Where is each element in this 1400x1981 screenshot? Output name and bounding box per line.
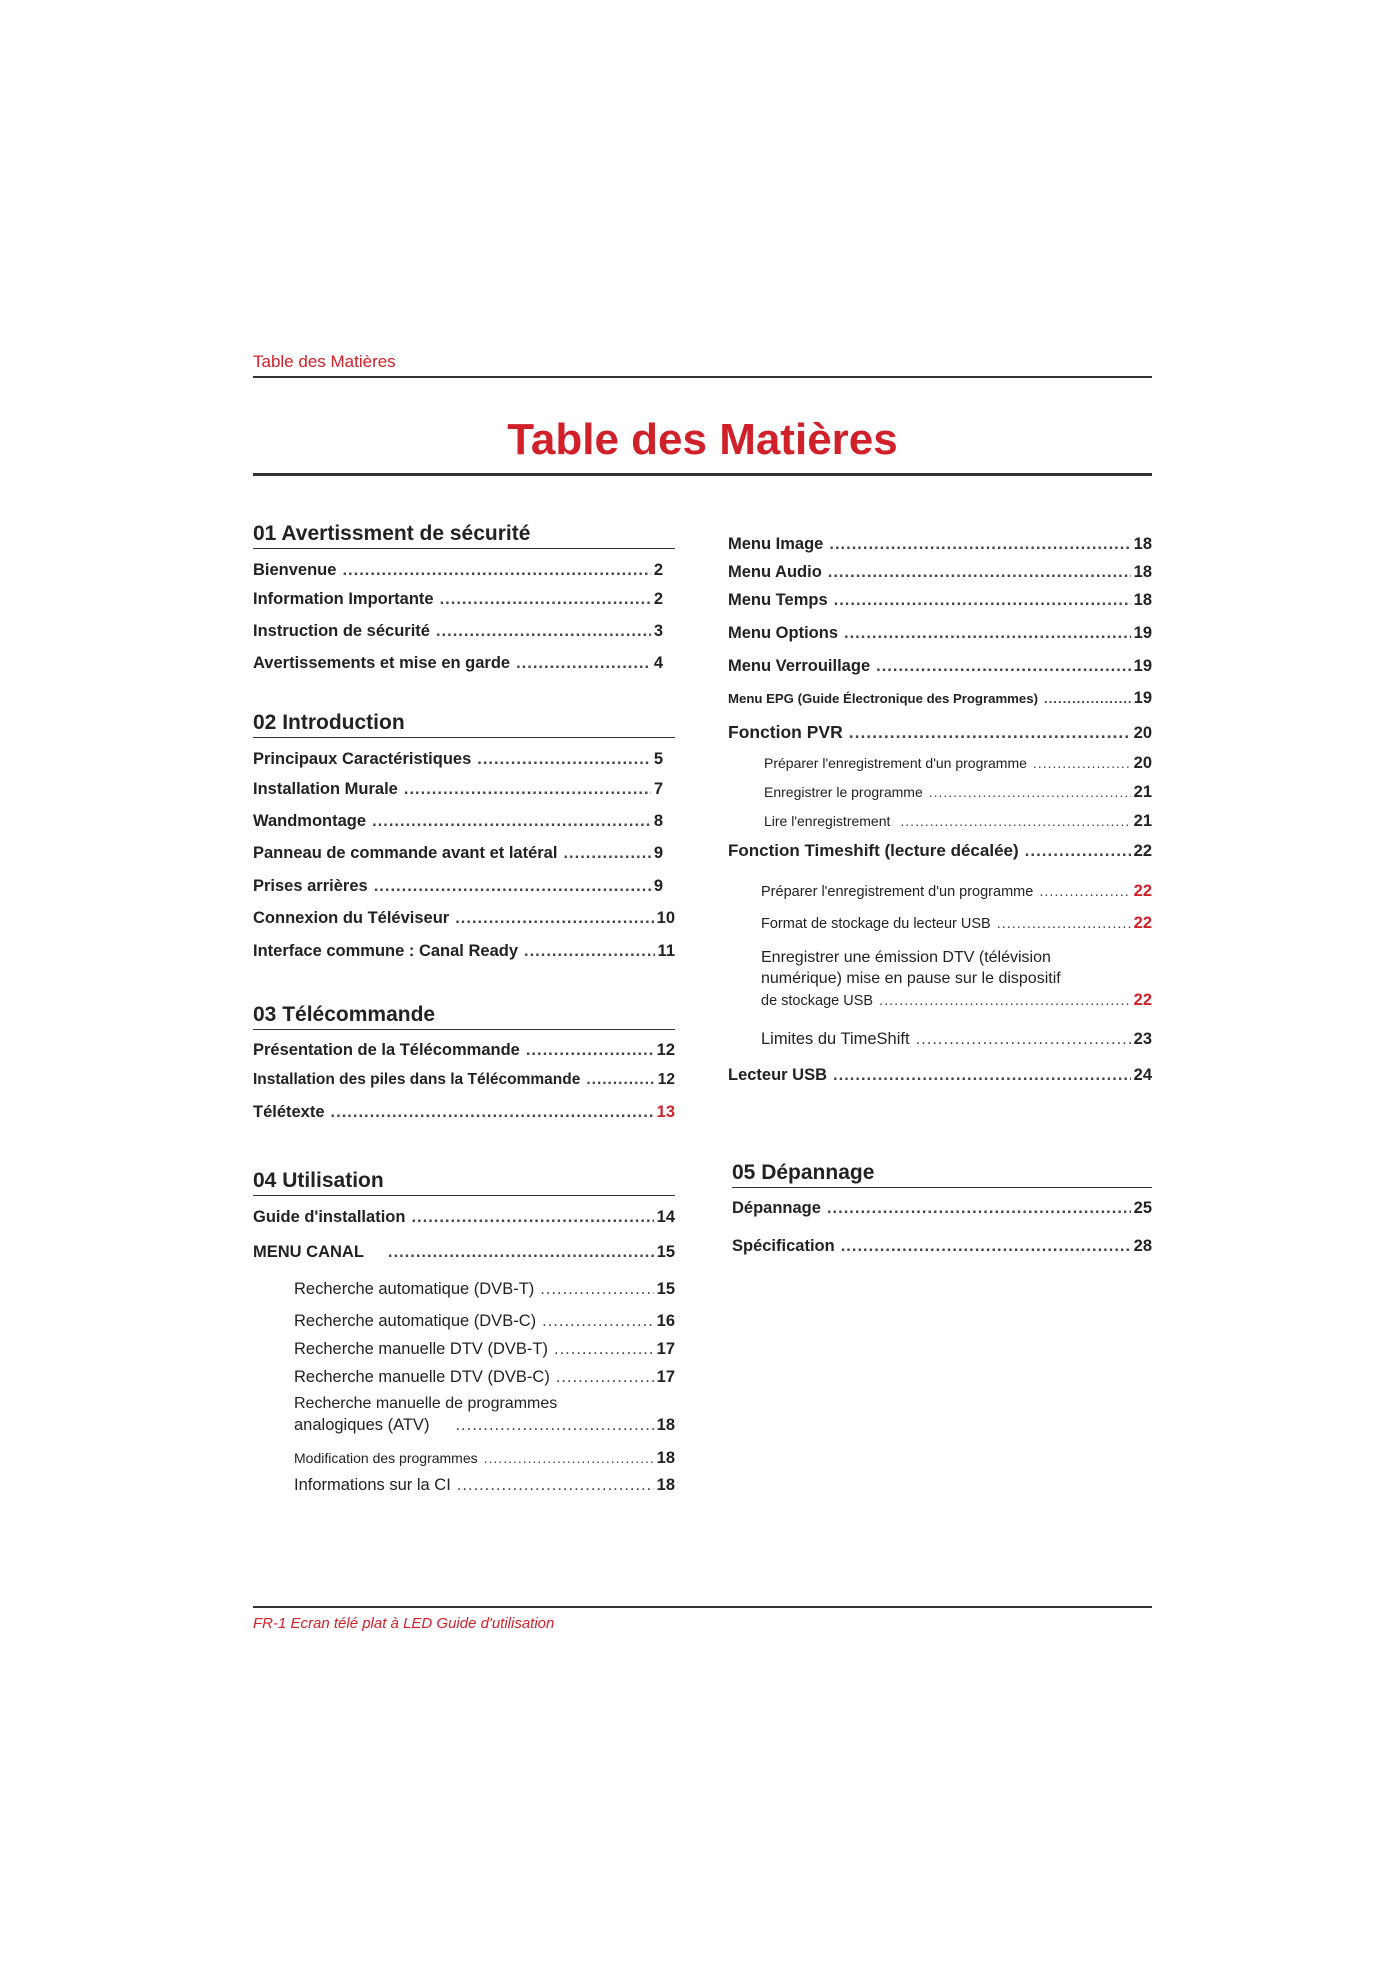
section-heading-02: 02 Introduction [253,710,675,738]
leader-dots [540,1278,653,1300]
toc-subentry[interactable] [294,1366,675,1388]
toc-entry [294,1414,675,1436]
toc-entry-page: 8 [653,812,663,830]
toc-entry[interactable] [253,620,663,642]
toc-entry[interactable] [732,1235,1152,1257]
leader-dots [484,1447,654,1469]
toc-entry-page: 18 [1133,535,1152,553]
toc-entry[interactable] [728,840,1152,862]
toc-entry-page: 15 [656,1280,675,1298]
toc-subentry[interactable] [764,752,1152,774]
toc-entry-label: Avertissements et mise en garde [253,654,511,672]
leader-dots [827,1197,1131,1219]
toc-entry-label: Prises arrières [253,877,368,895]
toc-subentry[interactable] [294,1338,675,1360]
toc-entry-page: 23 [1133,1030,1152,1048]
toc-entry-label: MENU CANAL [253,1243,364,1261]
toc-entry-label: Menu Image [728,535,824,553]
section-heading-05: 05 Dépannage [732,1160,1152,1188]
toc-subentry[interactable] [761,880,1152,903]
toc-entry[interactable] [253,875,663,897]
leader-dots [833,1064,1131,1086]
toc-entry-label: Menu EPG (Guide Électronique des Programmes) [728,691,1038,706]
leader-dots [457,1474,654,1496]
toc-subentry[interactable] [294,1310,675,1332]
toc-entry-label: Lecteur USB [728,1066,828,1084]
toc-entry-page: 20 [1133,754,1152,772]
toc-entry-label: Dépannage [732,1199,821,1217]
page-title: Table des Matières [507,415,898,464]
leader-dots [1044,688,1131,710]
toc-entry-page: 13 [656,1103,675,1121]
toc-entry-label: analogiques (ATV) [294,1416,430,1434]
leader-dots [834,589,1131,611]
toc-entry-label: Menu Verrouillage [728,657,871,675]
toc-entry-page: 28 [1133,1237,1152,1255]
leader-dots [372,810,651,832]
footer-rule [253,1606,1152,1608]
toc-entry-page: 20 [1133,724,1152,742]
toc-subentry[interactable] [294,1474,675,1496]
toc-entry-page: 12 [656,1041,675,1059]
toc-entry-label: Instruction de sécurité [253,622,430,640]
toc-entry-label: Menu Audio [728,563,822,581]
toc-entry[interactable] [728,1064,1152,1086]
toc-entry-page: 4 [653,654,663,672]
toc-entry[interactable] [728,622,1152,644]
toc-entry[interactable] [253,748,663,770]
toc-entry-label: Panneau de commande avant et latéral [253,844,558,862]
toc-entry-label: Recherche automatique (DVB-C) [294,1312,537,1330]
toc-entry-label: Connexion du Téléviseur [253,909,450,927]
toc-entry[interactable] [253,559,663,581]
toc-entry[interactable] [253,1039,675,1061]
leader-dots [374,875,651,897]
leader-dots [844,622,1131,644]
toc-entry-label: Présentation de la Télécommande [253,1041,520,1059]
toc-entry-page: 19 [1133,657,1152,675]
toc-entry-label: Installation des piles dans la Télécommande [253,1071,581,1088]
toc-entry[interactable] [253,1206,675,1228]
toc-entry-page: 22 [1133,882,1152,900]
toc-entry-label: Principaux Caractéristiques [253,750,472,768]
leader-dots [554,1338,654,1360]
toc-entry[interactable] [728,655,1152,677]
toc-entry-label: Recherche manuelle DTV (DVB-C) [294,1368,550,1386]
toc-entry[interactable] [732,1197,1152,1219]
toc-entry[interactable] [728,589,1152,611]
section-heading-04: 04 Utilisation [253,1168,675,1196]
toc-entry[interactable] [253,842,663,864]
toc-entry-page: 5 [653,750,663,768]
toc-entry-label: Préparer l'enregistrement d'un programme [764,755,1027,771]
section-heading-03: 03 Télécommande [253,1002,675,1030]
toc-entry-label: Information Importante [253,590,434,608]
toc-entry-page: 21 [1133,812,1152,830]
toc-entry-label: Télétexte [253,1103,325,1121]
toc-subentry[interactable] [764,810,1152,832]
leader-dots [900,810,1130,832]
toc-entry-page: 12 [657,1071,675,1088]
toc-entry-page: 22 [1133,842,1152,860]
leader-dots [388,1241,654,1263]
toc-entry[interactable] [253,907,675,929]
toc-entry-page: 18 [656,1449,675,1467]
leader-dots [997,913,1131,935]
toc-entry[interactable] [728,687,1152,710]
toc-entry-label: Wandmontage [253,812,367,830]
leader-dots [916,1028,1131,1050]
page-footer: FR-1 Ecran télé plat à LED Guide d'utilisation [253,1615,555,1632]
leader-dots [841,1235,1131,1257]
toc-entry[interactable] [253,588,663,610]
toc-entry-label: Fonction PVR [728,722,843,742]
leader-dots [849,721,1131,743]
toc-entry-page: 9 [653,844,663,862]
toc-entry-label: Menu Options [728,624,838,642]
toc-entry-page: 16 [656,1312,675,1330]
leader-dots [440,588,651,610]
leader-dots [331,1101,654,1123]
toc-entry-page: 18 [656,1416,675,1434]
leader-dots [556,1366,654,1388]
leader-dots [586,1069,654,1091]
toc-entry[interactable] [253,1069,675,1091]
toc-subentry[interactable] [761,1028,1152,1050]
toc-entry-label: Installation Murale [253,780,398,798]
toc-entry-label: de stockage USB [761,993,874,1009]
toc-entry[interactable] [728,561,1152,583]
leader-dots [1033,752,1131,774]
toc-entry-page: 3 [653,622,663,640]
leader-dots [1025,840,1131,862]
leader-dots [411,1206,653,1228]
leader-dots [436,620,651,642]
toc-entry-page: 19 [1133,689,1152,707]
toc-subentry-multiline[interactable] [294,1393,675,1436]
toc-entry[interactable] [253,1241,675,1263]
toc-entry[interactable] [253,810,663,832]
leader-dots [542,1310,654,1332]
leader-dots [829,533,1130,555]
toc-subentry[interactable] [294,1447,675,1469]
toc-entry-label: Menu Temps [728,591,828,609]
toc-entry-page: 2 [653,590,663,608]
toc-subentry[interactable] [764,781,1152,803]
toc-entry[interactable] [253,1101,675,1123]
toc-entry-label: Recherche automatique (DVB-T) [294,1280,535,1298]
toc-entry-page: 17 [656,1340,675,1358]
toc-entry-label: Fonction Timeshift (lecture décalée) [728,841,1019,860]
toc-entry-label: Préparer l'enregistrement d'un programme [761,884,1034,900]
toc-subentry-multiline[interactable] [761,947,1152,1012]
toc-entry [761,989,1152,1012]
title-rule [253,473,1152,476]
toc-entry[interactable] [728,721,1152,744]
toc-entry-label: Informations sur la CI [294,1476,451,1494]
toc-entry-label-line: Enregistrer une émission DTV (télévision [761,949,1051,966]
top-rule [253,376,1152,378]
toc-entry-page: 17 [656,1368,675,1386]
toc-entry-label: Lire l'enregistrement [764,813,891,829]
toc-entry-page: 19 [1133,624,1152,642]
toc-entry-page: 18 [1133,591,1152,609]
leader-dots [526,1039,654,1061]
toc-subentry[interactable] [761,912,1152,935]
toc-entry-page: 11 [657,942,675,960]
toc-entry-label-line: Recherche manuelle de programmes [294,1395,558,1412]
leader-dots [516,652,651,674]
leader-dots [876,655,1131,677]
toc-subentry[interactable] [294,1278,675,1300]
toc-entry-page: 18 [1133,563,1152,581]
toc-entry-page: 22 [1133,991,1152,1009]
toc-entry[interactable] [253,940,675,962]
toc-entry-label-line: numérique) mise en pause sur le dispositif [761,970,1061,987]
toc-entry[interactable] [728,533,1152,555]
leader-dots [1039,881,1130,903]
toc-entry-label: Recherche manuelle DTV (DVB-T) [294,1340,548,1358]
toc-entry-label: Spécification [732,1237,835,1255]
section-heading-01: 01 Avertissment de sécurité [253,521,675,549]
toc-entry-page: 25 [1133,1199,1152,1217]
leader-dots [563,842,650,864]
leader-dots [477,748,651,770]
toc-entry-label: Guide d'installation [253,1208,406,1226]
leader-dots [879,990,1131,1012]
leader-dots [404,778,651,800]
toc-entry-page: 18 [656,1476,675,1494]
toc-entry-page: 9 [653,877,663,895]
toc-entry-page: 24 [1133,1066,1152,1084]
leader-dots [455,907,653,929]
toc-entry-label: Interface commune : Canal Ready [253,942,518,960]
toc-entry-label: Enregistrer le programme [764,784,923,800]
leader-dots [929,781,1131,803]
leader-dots [828,561,1131,583]
toc-entry-page: 10 [656,909,675,927]
toc-entry-page: 22 [1133,914,1152,932]
running-header: Table des Matières [253,352,396,371]
toc-entry[interactable] [253,652,663,674]
toc-entry-page: 21 [1133,783,1152,801]
toc-entry-page: 15 [656,1243,675,1261]
leader-dots [342,559,650,581]
toc-entry-label: Limites du TimeShift [761,1030,910,1048]
leader-dots [455,1414,653,1436]
toc-entry-page: 2 [653,561,663,579]
toc-entry-label: Bienvenue [253,561,337,579]
toc-entry-page: 14 [656,1208,675,1226]
toc-entry-label: Format de stockage du lecteur USB [761,916,991,932]
toc-entry[interactable] [253,778,663,800]
toc-entry-page: 7 [653,780,663,798]
leader-dots [524,940,655,962]
toc-entry-label: Modification des programmes [294,1450,478,1466]
